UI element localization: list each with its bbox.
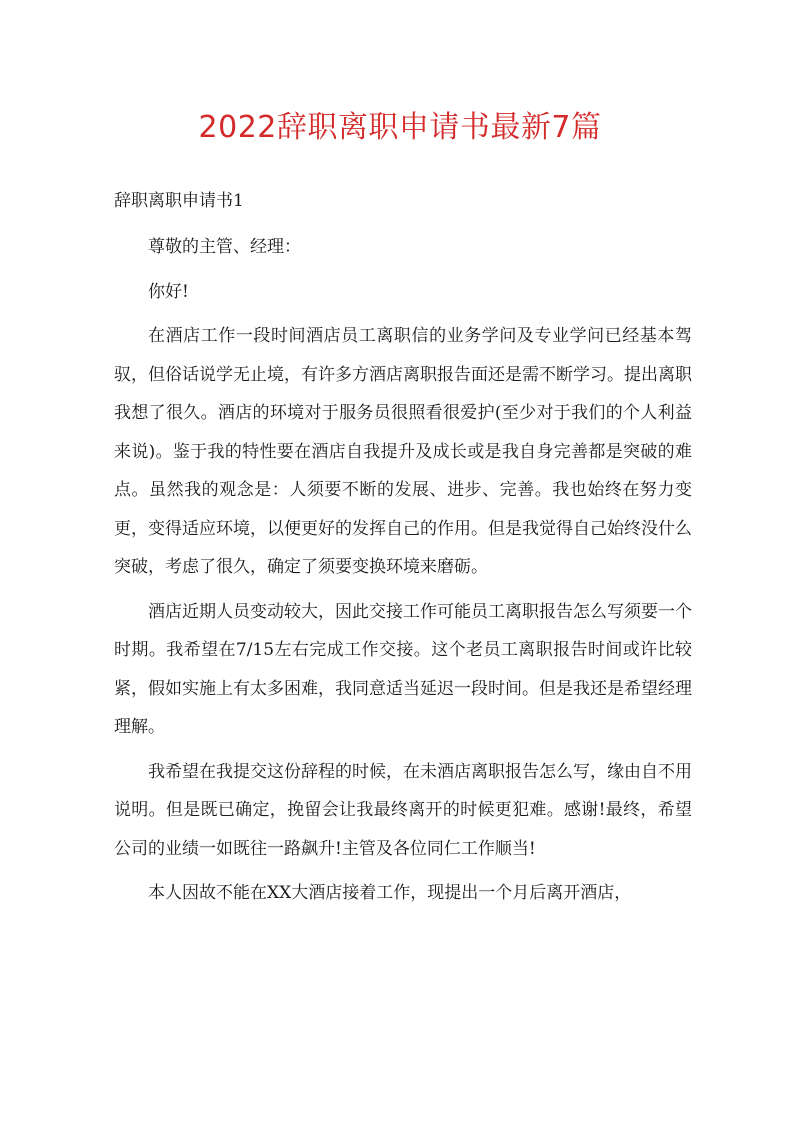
greeting: 你好! <box>148 281 189 302</box>
body-paragraph: 在酒店工作一段时间酒店员工离职信的业务学问及专业学问已经基本驾驭，但俗话说学无止境，有许多方酒店离职报告面还是需不断学习。提出离职我想了很久。酒店的环境对于服务员很照看很爱护(至少对于我们的个人利益来说)。鉴于我的特性要在酒店自我提升及成长或是我自身完善都是突破的难点。虽然我的观念是：人须要不断的发展、进步、完善。我也始终在努力变更，变得适应环境，以便更好的发挥自己的作用。但是我觉得自己始终没什么突破，考虑了很久，确定了须要变换环境来磨砺。 <box>114 326 692 577</box>
section-heading: 辞职离职申请书1 <box>114 191 244 211</box>
body-paragraph: 酒店近期人员变动较大，因此交接工作可能员工离职报告怎么写须要一个时期。我希望在7/15左右完成工作交接。这个老员工离职报告时间或许比较紧，假如实施上有太多困难，我同意适当延迟一段时间。但是我还是希望经理理解。 <box>114 601 692 737</box>
body-paragraph: 我希望在我提交这份辞程的时候，在未酒店离职报告怎么写，缘由自不用说明。但是既已确定，挽留会让我最终离开的时候更犯难。感谢!最终，希望公司的业绩一如既往一路飙升!主管及各位同仁工作顺当! <box>114 761 692 859</box>
body-paragraph: 本人因故不能在XX大酒店接着工作，现提出一个月后离开酒店， <box>148 883 632 903</box>
document-title: 2022辞职离职申请书最新7篇 <box>198 110 602 145</box>
document-body <box>114 228 692 919</box>
salutation: 尊敬的主管、经理： <box>148 237 301 257</box>
